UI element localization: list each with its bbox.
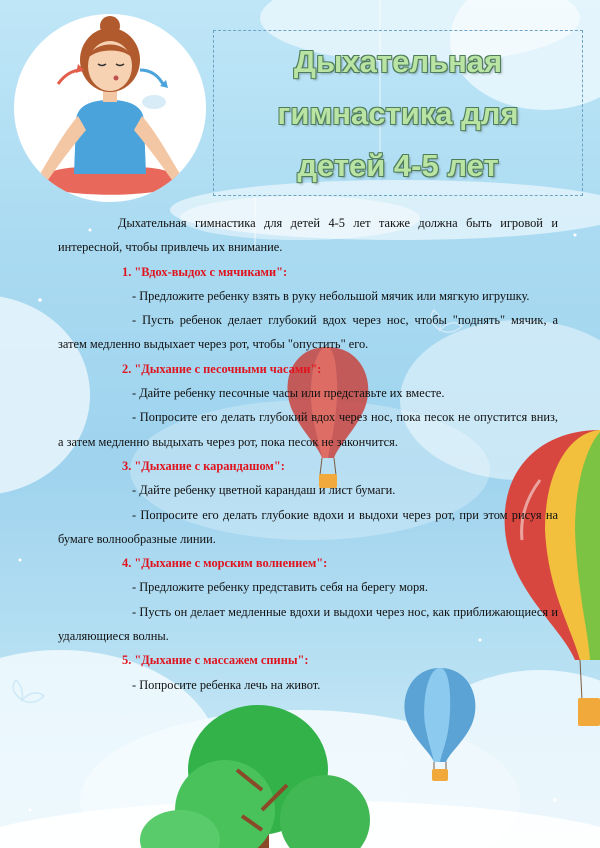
exercise-step: - Дайте ребенку цветной карандаш и лист бумаги. <box>132 483 396 498</box>
exercise-heading: 2. "Дыхание с песочными часами": <box>122 361 322 376</box>
exercise-heading: 4. "Дыхание с морским волнением": <box>122 556 328 571</box>
exercise-step: - Попросите ребенка лечь на живот. <box>132 677 321 692</box>
page-title: Дыхательная гимнастика для детей 4-5 лет <box>277 44 519 183</box>
sparkle <box>19 559 22 562</box>
exercise-heading: 5. "Дыхание с массажем спины": <box>122 653 309 668</box>
exercise-heading: 1. "Вдох-выдох с мячиками": <box>122 264 288 279</box>
intro-paragraph: Дыхательная гимнастика для детей 4-5 лет также должна быть игровой и интересной, чтобы привлечь их внимание. <box>58 216 558 255</box>
exercise-step: - Дайте ребенку песочные часы или представьте их вместе. <box>132 386 445 401</box>
sparkle <box>574 234 577 237</box>
exercise-step: - Пусть ребенок делает глубокий вдох через нос, чтобы "поднять" мячик, а затем медленно выдыхает через рот, чтобы "опустить" его. <box>58 313 558 352</box>
exercise-step: - Предложите ребенку взять в руку небольшой мячик или мягкую игрушку. <box>132 288 530 303</box>
exercise-step: - Попросите его делать глубокий вдох через нос, пока песок не опустится вниз, а затем медленно выдыхать через рот, пока песок не закончится. <box>58 410 558 449</box>
exercise-heading: 3. "Дыхание с карандашом": <box>122 458 285 473</box>
sparkle <box>38 298 42 302</box>
exercise-step: - Пусть он делает медленные вдохи и выдохи через нос, как приближающиеся и удаляющиеся волны. <box>58 604 558 644</box>
exercise-step: - Попросите его делать глубокие вдохи и выдохи через рот, при этом рисуя на бумаге волнообразные линии. <box>58 507 558 546</box>
article-body <box>58 211 558 697</box>
sparkle <box>553 798 557 802</box>
sparkle <box>29 809 32 812</box>
exercise-step: - Предложите ребенку представить себя на берегу моря. <box>132 580 428 595</box>
yoga-breathing-illustration <box>14 14 206 202</box>
